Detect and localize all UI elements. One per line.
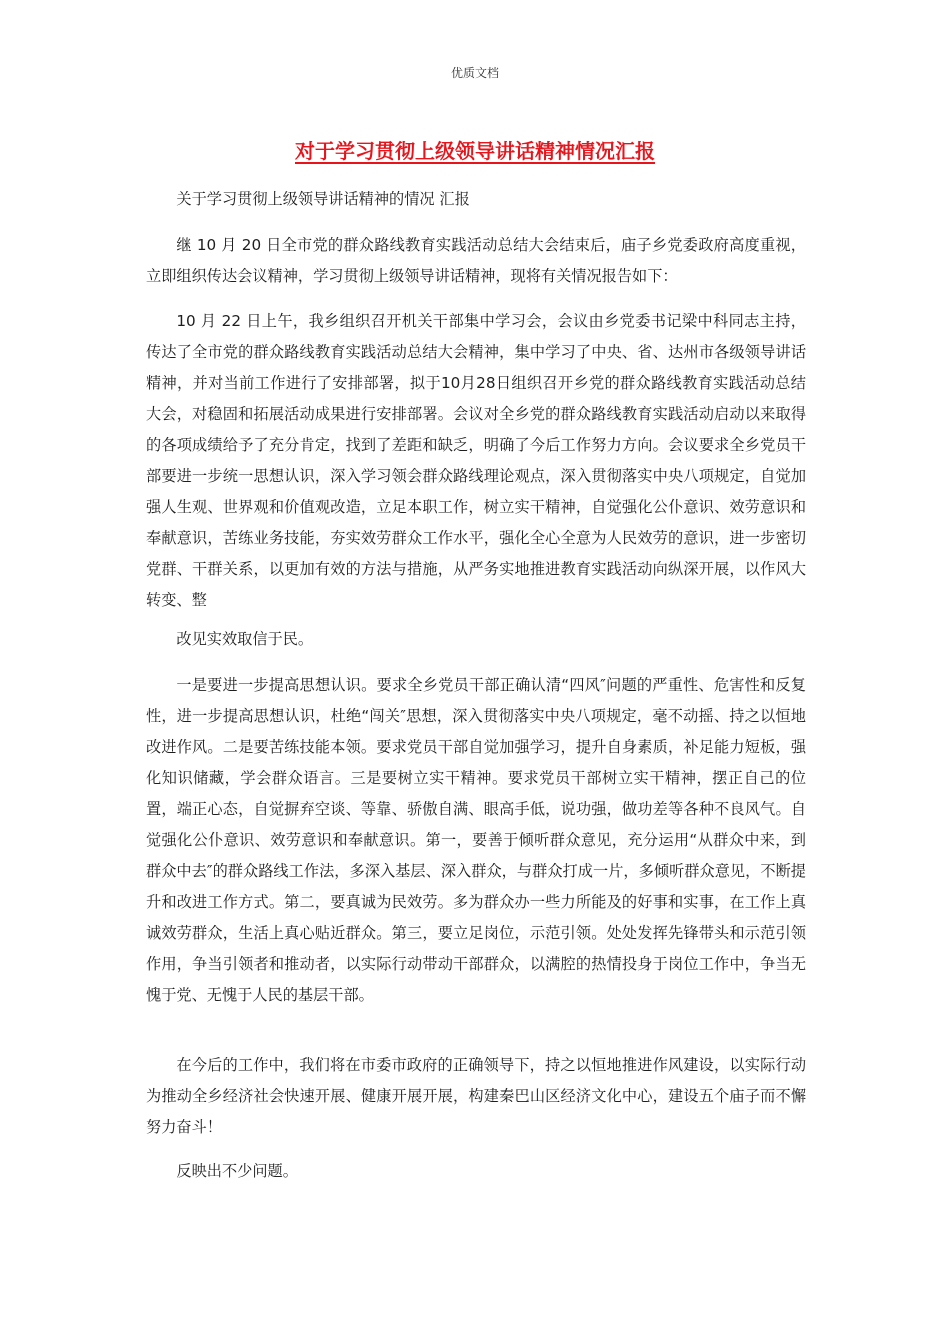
paragraph-meeting-end: 改见实效取信于民。: [176, 630, 314, 648]
paragraph-future: 在今后的工作中，我们将在市委市政府的正确领导下，持之以恒地推进作风建设，以实际行动为推动全乡经济社会快速开展、健康开展开展，构建秦巴山区经济文化中心，建设五个庙子而不懈努力奋斗！: [146, 1056, 806, 1136]
paragraph-closing: 反映出不少问题。: [176, 1162, 298, 1180]
paragraph-meeting: 10 月 22 日上午，我乡组织召开机关干部集中学习会，会议由乡党委书记梁中科同志主持，传达了全市党的群众路线教育实践活动总结大会精神，集中学习了中央、省、达州市各级领导讲话精神，并对当前工作进行了安排部署，拟于10月28日组织召开乡党的群众路线教育实践活动总结大会，对稳固和拓展活动成果进行安排部署。会议对全乡党的群众路线教育实践活动启动以来取得的各项成绩给予了充分肯定，找到了差距和缺乏，明确了今后工作努力方向。会议要求全乡党员干部要进一步统一思想认识，深入学习领会群众路线理论观点，深入贯彻落实中央八项规定，自觉加强人生观、世界观和价值观改造，立足本职工作，树立实干精神，自觉强化公仆意识、效劳意识和奉献意识，苦练业务技能，夯实效劳群众工作水平，强化全心全意为人民效劳的意识，进一步密切党群、干群关系，以更加有效的方法与措施，从严务实地推进教育实践活动向纵深开展，以作风大转变、整: [146, 312, 806, 609]
paragraph-subtitle: 关于学习贯彻上级领导讲话精神的情况 汇报: [176, 190, 470, 208]
document-title: 对于学习贯彻上级领导讲话精神情况汇报: [295, 139, 655, 163]
header-label: 优质文档: [450, 66, 499, 80]
paragraph-intro: 继 10 月 20 日全市党的群众路线教育实践活动总结大会结束后，庙子乡党委政府高度重视，立即组织传达会议精神，学习贯彻上级领导讲话精神，现将有关情况报告如下：: [146, 236, 806, 285]
paragraph-requirements: 一是要进一步提高思想认识。要求全乡党员干部正确认清“四风″问题的严重性、危害性和反复性，进一步提高思想认识，杜绝“闯关″思想，深入贯彻落实中央八项规定，毫不动摇、持之以恒地改进作风。二是要苦练技能本领。要求党员干部自觉加强学习，提升自身素质，补足能力短板，强化知识储藏，学会群众语言。三是要树立实干精神。要求党员干部树立实干精神，摆正自己的位置，端正心态，自觉摒弃空谈、等靠、骄傲自满、眼高手低，说功强，做功差等各种不良风气。自觉强化公仆意识、效劳意识和奉献意识。第一，要善于倾听群众意见，充分运用“从群众中来，到群众中去″的群众路线工作法，多深入基层、深入群众，与群众打成一片，多倾听群众意见，不断提升和改进工作方式。第二，要真诚为民效劳。多为群众办一些力所能及的好事和实事，在工作上真诚效劳群众，生活上真心贴近群众。第三，要立足岗位，示范引领。处处发挥先锋带头和示范引领作用，争当引领者和推动者，以实际行动带动干部群众，以满腔的热情投身于岗位工作中，争当无愧于党、无愧于人民的基层干部。: [146, 676, 806, 1004]
